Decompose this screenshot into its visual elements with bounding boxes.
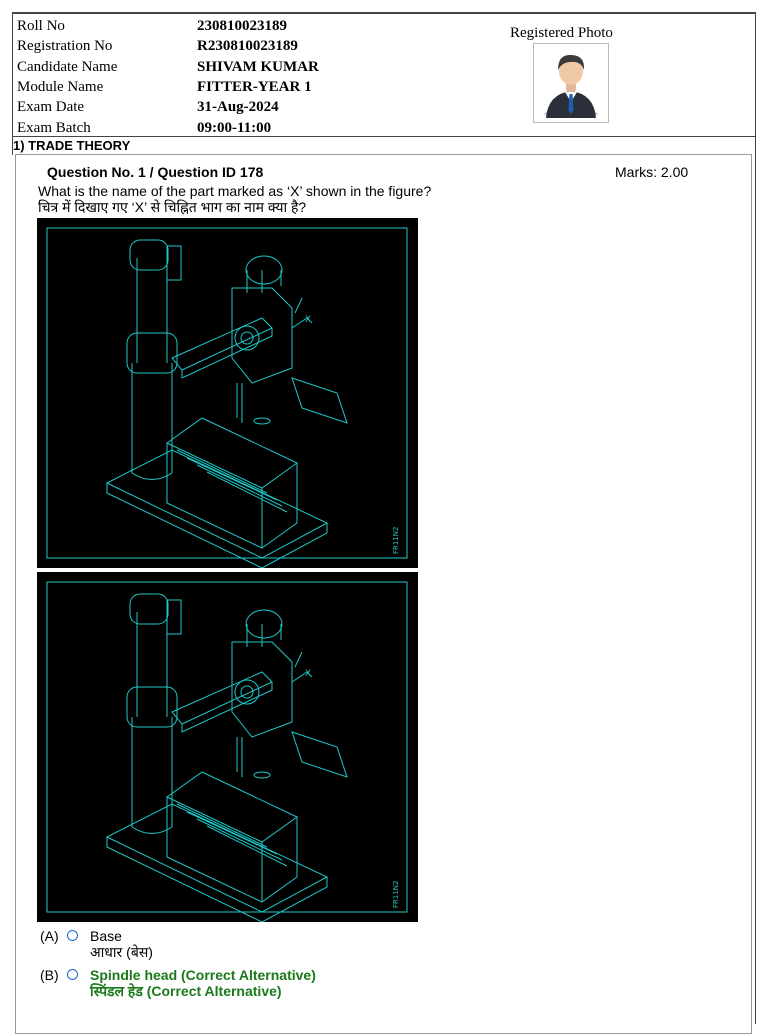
registration-no-value: R230810023189 (197, 38, 298, 55)
candidate-name-label: Candidate Name (17, 58, 118, 75)
exam-batch-value: 09:00-11:00 (197, 119, 272, 136)
question-number: Question No. 1 / Question ID 178 (47, 164, 264, 180)
question-marks: Marks: 2.00 (615, 164, 689, 180)
module-name-value: FITTER-YEAR 1 (197, 79, 312, 96)
outer-border-right (755, 137, 756, 1024)
info-row-batch (17, 117, 319, 137)
option-b-label: (B) (40, 967, 59, 983)
radial-drilling-machine-drawing (37, 218, 418, 568)
option-b-text (90, 967, 316, 999)
figure-label-x-2: X (305, 669, 312, 679)
figure-code-2: FR11N2 (392, 880, 400, 908)
option-a-label: (A) (40, 928, 59, 944)
info-row-module (17, 77, 319, 97)
option-a-radio[interactable] (67, 930, 78, 941)
registration-no-label: Registration No (17, 38, 113, 55)
option-a-text-english: Base (90, 928, 122, 944)
option-b-radio[interactable] (67, 969, 78, 980)
registered-photo (533, 43, 609, 123)
figure-code: FR11N2 (392, 526, 400, 554)
registered-photo-label: Registered Photo (510, 25, 613, 41)
avatar-icon (534, 44, 608, 122)
question-text-english: What is the name of the part marked as ‘X’ shown in the figure? (38, 183, 432, 199)
info-row-date (17, 97, 319, 117)
option-a-text-hindi: आधार (बेस) (90, 944, 153, 960)
candidate-info-box (12, 12, 756, 137)
figure-label-x: X (305, 315, 312, 325)
option-a-text (90, 928, 153, 960)
section-title: 1) TRADE THEORY (12, 137, 756, 155)
module-name-label: Module Name (17, 79, 104, 96)
info-row-roll (17, 16, 319, 36)
radial-drilling-machine-drawing-repeat (37, 572, 418, 922)
info-row-registration (17, 36, 319, 56)
candidate-info-table (17, 16, 319, 138)
question-figure-2 (37, 572, 418, 922)
exam-date-value: 31-Aug-2024 (197, 99, 279, 116)
info-row-name (17, 57, 319, 77)
exam-date-label: Exam Date (17, 99, 85, 116)
exam-batch-label: Exam Batch (17, 119, 91, 136)
question-figure-1 (37, 218, 418, 568)
candidate-name-value: SHIVAM KUMAR (197, 58, 319, 75)
roll-no-label: Roll No (17, 18, 65, 35)
roll-no-value: 230810023189 (197, 18, 287, 35)
question-text (38, 183, 431, 215)
option-b-text-english: Spindle head (Correct Alternative) (90, 967, 316, 983)
option-b-text-hindi: स्पिंडल हेड (Correct Alternative) (90, 983, 282, 999)
question-text-hindi: चित्र में दिखाए गए ‘X’ से चिह्नित भाग का नाम क्या है? (38, 199, 307, 215)
